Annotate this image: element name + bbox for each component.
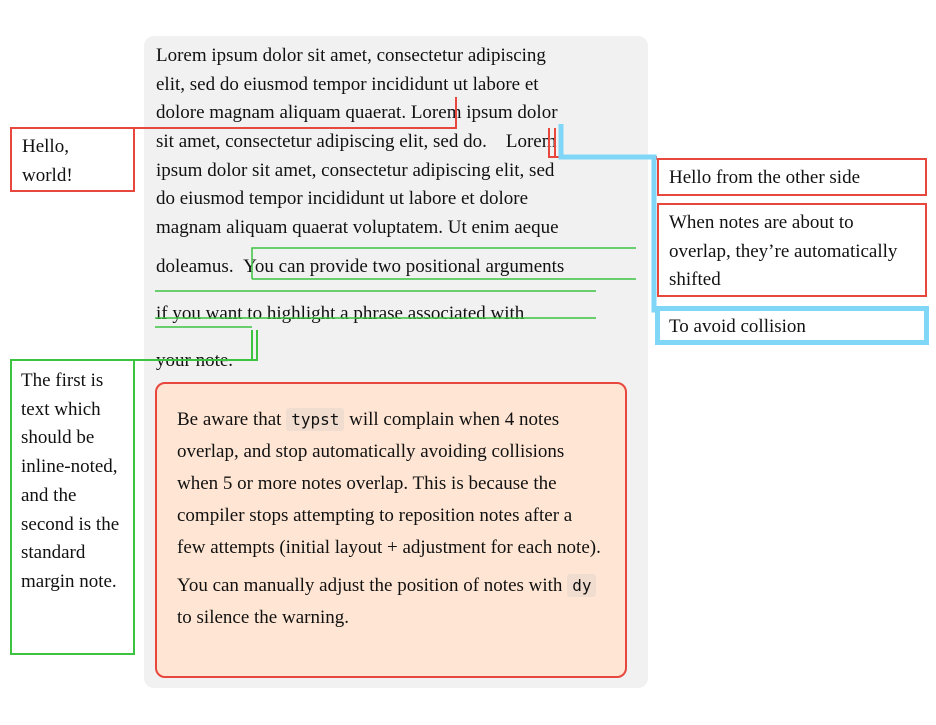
para-line-3-a: dolore magnam aliquam quaerat. xyxy=(156,102,407,124)
green-connector xyxy=(134,330,257,360)
callout-code-typst: typst xyxy=(286,408,344,431)
note-avoid-collision xyxy=(655,306,929,345)
highlighted-phrase-2: if you want to highlight a phrase associated with xyxy=(156,302,525,324)
highlighted-phrase-1: You can provide two positional arguments xyxy=(243,255,565,277)
para-line-5: ipsum dolor sit amet, consectetur adipiscing elit, sed xyxy=(156,159,555,181)
red-connector-right-a xyxy=(549,128,558,157)
callout-p2-before: You can manually adjust the position of notes with xyxy=(177,575,563,596)
para-line-4-b: Lorem xyxy=(505,131,557,153)
note-hello-world-text: Hello, world! xyxy=(22,136,73,186)
para-line-1: Lorem ipsum dolor sit amet, consectetur adipiscing xyxy=(156,45,546,66)
blue-connector xyxy=(561,124,658,310)
note-overlap-text: When notes are about to overlap, they’re automatically shifted xyxy=(669,212,898,291)
red-connector-left xyxy=(134,97,456,128)
para-line-2: elit, sed do eiusmod tempor incididunt ut labore et xyxy=(156,73,539,95)
green-highlight-top-1 xyxy=(252,248,636,279)
para-line-7: magnam aliquam quaerat voluptatem. Ut enim aeque xyxy=(156,217,559,239)
para-line-4-a: sit amet, consectetur adipiscing elit, sed do. xyxy=(156,131,487,153)
highlighted-phrase-3: your note. xyxy=(156,349,234,371)
callout-paragraph-2 xyxy=(177,570,605,634)
note-other-side-text: Hello from the other side xyxy=(669,167,861,188)
callout-p1-before: Be aware that xyxy=(177,409,282,430)
para-line-8-a: doleamus. xyxy=(156,255,234,277)
note-first-is-text xyxy=(10,359,135,655)
para-line-3-b: Lorem ipsum dolor xyxy=(410,102,558,124)
note-other-side xyxy=(657,158,927,196)
warning-callout xyxy=(155,382,627,678)
callout-p2-after: to silence the warning. xyxy=(177,607,350,628)
para-line-6: do eiusmod tempor incididunt ut labore et dolore xyxy=(156,188,529,210)
callout-code-dy: dy xyxy=(567,574,596,597)
note-first-is-text-text: The first is text which should be inline-noted, and the second is the standard margin note. xyxy=(21,370,120,592)
callout-paragraph-1 xyxy=(177,404,605,564)
note-overlap xyxy=(657,203,927,297)
callout-p1-after: will complain when 4 notes overlap, and stop automatically avoiding collisions when 5 or more notes overlap. This is because the compiler stops attempting to reposition notes after a few attempts (initial layout + adjustment for each note). xyxy=(177,409,601,558)
note-hello-world xyxy=(10,127,135,192)
note-avoid-collision-text: To avoid collision xyxy=(669,316,806,337)
